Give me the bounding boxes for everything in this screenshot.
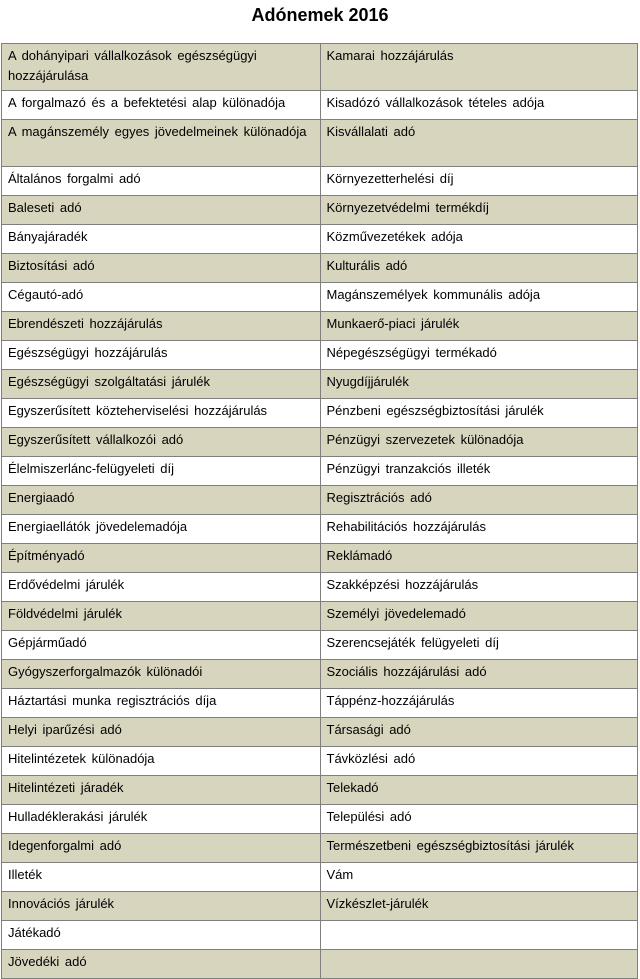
table-cell: Baleseti adó (2, 196, 321, 225)
table-row (2, 834, 638, 863)
table-row (2, 515, 638, 544)
table-cell: Egészségügyi szolgáltatási járulék (2, 370, 321, 399)
table-cell: Játékadó (2, 921, 321, 950)
table-cell: Vízkészlet-járulék (320, 892, 638, 921)
table-cell: Hitelintézetek különadója (2, 747, 321, 776)
table-cell: Személyi jövedelemadó (320, 602, 638, 631)
table-cell: Innovációs járulék (2, 892, 321, 921)
table-cell: Erdővédelmi járulék (2, 573, 321, 602)
table-cell: Általános forgalmi adó (2, 167, 321, 196)
table-row (2, 950, 638, 979)
table-row (2, 776, 638, 805)
table-cell: Hulladéklerakási járulék (2, 805, 321, 834)
table-cell: Egyszerűsített közteherviselési hozzájárulás (2, 399, 321, 428)
table-cell: Pénzbeni egészségbiztosítási járulék (320, 399, 638, 428)
table-row (2, 805, 638, 834)
table-cell: Társasági adó (320, 718, 638, 747)
table-row (2, 457, 638, 486)
table-cell: Pénzügyi szervezetek különadója (320, 428, 638, 457)
table-cell: Jövedéki adó (2, 950, 321, 979)
table-cell: Kisadózó vállalkozások tételes adója (320, 91, 638, 120)
table-cell: Cégautó-adó (2, 283, 321, 312)
table-row (2, 863, 638, 892)
table-cell: Helyi iparűzési adó (2, 718, 321, 747)
table-cell: Energiaadó (2, 486, 321, 515)
table-cell: Kisvállalati adó (320, 120, 638, 167)
table-cell: Ebrendészeti hozzájárulás (2, 312, 321, 341)
tax-types-table-container (1, 43, 638, 979)
table-cell: Élelmiszerlánc-felügyeleti díj (2, 457, 321, 486)
table-row (2, 428, 638, 457)
table-cell: Magánszemélyek kommunális adója (320, 283, 638, 312)
table-cell: Reklámadó (320, 544, 638, 573)
table-cell: Közművezetékek adója (320, 225, 638, 254)
table-cell: Települési adó (320, 805, 638, 834)
table-row (2, 312, 638, 341)
table-cell: Kamarai hozzájárulás (320, 44, 638, 91)
page-title: Adónemek 2016 (251, 5, 389, 25)
table-row (2, 660, 638, 689)
table-row (2, 718, 638, 747)
table-row (2, 602, 638, 631)
table-cell: Biztosítási adó (2, 254, 321, 283)
table-cell: Népegészségügyi termékadó (320, 341, 638, 370)
table-cell: A forgalmazó és a befektetési alap különadója (2, 91, 321, 120)
table-row (2, 283, 638, 312)
tax-types-table (1, 43, 638, 979)
table-cell: Illeték (2, 863, 321, 892)
table-cell: Rehabilitációs hozzájárulás (320, 515, 638, 544)
table-cell: Táppénz-hozzájárulás (320, 689, 638, 718)
table-cell: Kulturális adó (320, 254, 638, 283)
table-row (2, 689, 638, 718)
table-cell: Idegenforgalmi adó (2, 834, 321, 863)
table-cell: Egyszerűsített vállalkozói adó (2, 428, 321, 457)
table-row (2, 921, 638, 950)
table-row (2, 196, 638, 225)
table-cell: Távközlési adó (320, 747, 638, 776)
table-row (2, 892, 638, 921)
table-cell: Nyugdíjjárulék (320, 370, 638, 399)
table-cell: Gépjárműadó (2, 631, 321, 660)
table-row (2, 573, 638, 602)
table-cell: Környezetvédelmi termékdíj (320, 196, 638, 225)
table-cell: Munkaerő-piaci járulék (320, 312, 638, 341)
table-row (2, 91, 638, 120)
tax-types-table-body (2, 44, 638, 979)
table-cell: Bányajáradék (2, 225, 321, 254)
table-cell: Energiaellátók jövedelemadója (2, 515, 321, 544)
table-cell: Háztartási munka regisztrációs díja (2, 689, 321, 718)
table-row (2, 486, 638, 515)
table-row (2, 167, 638, 196)
table-cell: Földvédelmi járulék (2, 602, 321, 631)
table-cell: Vám (320, 863, 638, 892)
table-cell: Szerencsejáték felügyeleti díj (320, 631, 638, 660)
table-row (2, 399, 638, 428)
table-cell: Természetbeni egészségbiztosítási járulék (320, 834, 638, 863)
table-cell: Egészségügyi hozzájárulás (2, 341, 321, 370)
table-row (2, 747, 638, 776)
table-row (2, 544, 638, 573)
table-row (2, 631, 638, 660)
table-cell: Regisztrációs adó (320, 486, 638, 515)
table-row (2, 341, 638, 370)
table-cell: Telekadó (320, 776, 638, 805)
table-cell: Szociális hozzájárulási adó (320, 660, 638, 689)
table-cell (320, 950, 638, 979)
table-cell: Hitelintézeti járadék (2, 776, 321, 805)
table-cell: Építményadó (2, 544, 321, 573)
table-row (2, 120, 638, 167)
table-row (2, 44, 638, 91)
table-row (2, 254, 638, 283)
table-row (2, 225, 638, 254)
table-cell: Szakképzési hozzájárulás (320, 573, 638, 602)
table-cell: A dohányipari vállalkozások egészségügyi hozzájárulása (2, 44, 321, 91)
table-cell: Pénzügyi tranzakciós illeték (320, 457, 638, 486)
table-cell (320, 921, 638, 950)
table-cell: Gyógyszerforgalmazók különadói (2, 660, 321, 689)
table-cell: A magánszemély egyes jövedelmeinek különadója (2, 120, 321, 167)
table-cell: Környezetterhelési díj (320, 167, 638, 196)
table-row (2, 370, 638, 399)
